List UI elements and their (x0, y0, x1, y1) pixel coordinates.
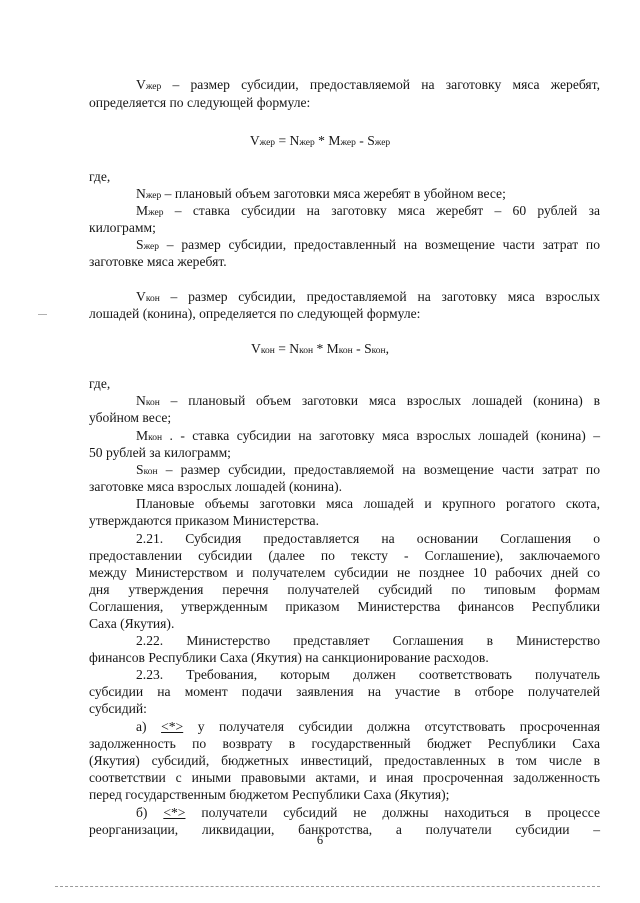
formula-kon (0, 340, 640, 360)
text-line: Mкон . - ставка субсидии на заготовку мяса взрослых лошадей (конина) – (136, 428, 600, 443)
formula-minus: - (356, 341, 361, 356)
formula-equals: = (278, 341, 286, 356)
text-line: убойном весе; (89, 410, 172, 425)
text-line: Vкон – размер субсидии, предоставляемой на заготовку мяса взрослых (136, 289, 600, 304)
text-line: заготовке мяса взрослых лошадей (конина). (89, 479, 343, 494)
page-number: 6 (316, 833, 324, 847)
symbol-v: V (136, 77, 146, 92)
text-line: 2.22. Министерство представляет Соглашения в Министерство (136, 633, 600, 648)
text-line: соответствии с иными правовыми актами, и иная просроченная задолженность (89, 770, 600, 785)
text-line: дня утверждения перечня получателей субсидий по типовым формам (89, 582, 600, 597)
text-line: Саха (Якутия). (89, 616, 175, 631)
formula-minus: - (359, 133, 364, 148)
text-line: 2.23. Требования, которым должен соответствовать получатель (136, 667, 600, 682)
text-line: предоставлении субсидии (далее по тексту - Соглашение), заключаемого (89, 548, 600, 563)
text-line: субсидий: (89, 701, 147, 716)
text-line: б) <*> получатели субсидий не должны находиться в процессе (136, 805, 600, 820)
text-line: Nжер – плановый объем заготовки мяса жеребят в убойном весе; (136, 186, 506, 201)
formula-s: Sкон (364, 341, 386, 356)
formula-times: * (318, 133, 325, 148)
scan-edge-line (55, 886, 600, 887)
formula-n: Nкон (289, 341, 314, 356)
footnote-ref: <*> (163, 805, 186, 820)
formula-times: * (316, 341, 324, 356)
text-line: финансов Республики Саха (Якутия) на санкционирование расходов. (89, 650, 489, 665)
formula-equals: = (278, 133, 287, 148)
text-line: Sжер – размер субсидии, предоставленный на возмещение части затрат по (136, 237, 600, 252)
scan-mark (38, 314, 47, 315)
text-line: 50 рублей за килограмм; (89, 445, 231, 460)
text-line: (Якутия) субсидий, бюджетных инвестиций, предоставленных в том числе в (89, 753, 600, 768)
text-line: определяется по следующей формуле: (89, 95, 311, 110)
formula-m: Mкон (326, 341, 353, 356)
text-line: где, (89, 169, 111, 184)
text-line: задолженность по возврату в государственный бюджет Республики Саха (89, 736, 600, 751)
text-line: 2.21. Субсидия предоставляется на основании Соглашения о (136, 531, 600, 546)
text-line: килограмм; (89, 220, 156, 235)
list-marker-a: а) (136, 719, 147, 734)
formula-n: Nжер (289, 133, 315, 148)
formula-v: Vкон (250, 341, 275, 356)
formula-v: Vжер (249, 133, 276, 148)
text-line: заготовке мяса жеребят. (89, 254, 227, 269)
text-line: Плановые объемы заготовки мяса лошадей и крупного рогатого скота, (136, 496, 600, 511)
text-line: Sкон – размер субсидии, предоставляемой на возмещение части затрат по (136, 462, 600, 477)
text-line: лошадей (конина), определяется по следующей формуле: (89, 306, 421, 321)
text-line: Nкон – плановый объем заготовки мяса взрослых лошадей (конина) в (136, 393, 600, 408)
text-line: между Министерством и получателем субсидии не позднее 10 рабочих дней со (89, 565, 600, 580)
text-line: а) <*> у получателя субсидии должна отсутствовать просроченная (136, 719, 600, 734)
list-marker-b: б) (136, 805, 148, 820)
formula-comma: , (385, 341, 390, 356)
text-line: субсидии на момент подачи заявления на участие в отборе получателей (89, 684, 600, 699)
footnote-ref: <*> (161, 719, 184, 734)
text-line: где, (89, 376, 111, 391)
subscript-zher: жер (145, 82, 162, 92)
formula-m: Mжер (328, 133, 356, 148)
text-line: перед государственным бюджетом Республики Саха (Якутия); (89, 787, 450, 802)
line-text: – размер субсидии, предоставляемой на заготовку мяса жеребят, (161, 77, 600, 92)
text-line: Соглашения, утвержденным приказом Министерства финансов Республики (89, 599, 600, 614)
text-line: утверждаются приказом Министерства. (89, 513, 319, 528)
text-line: Mжер – ставка субсидии на заготовку мяса жеребят – 60 рублей за (136, 203, 600, 218)
formula-zher (0, 132, 640, 152)
text-line: реорганизации, ликвидации, банкротства, а получатели субсидии – (89, 822, 600, 837)
text-line (136, 76, 600, 96)
formula-s: Sжер (367, 133, 391, 148)
